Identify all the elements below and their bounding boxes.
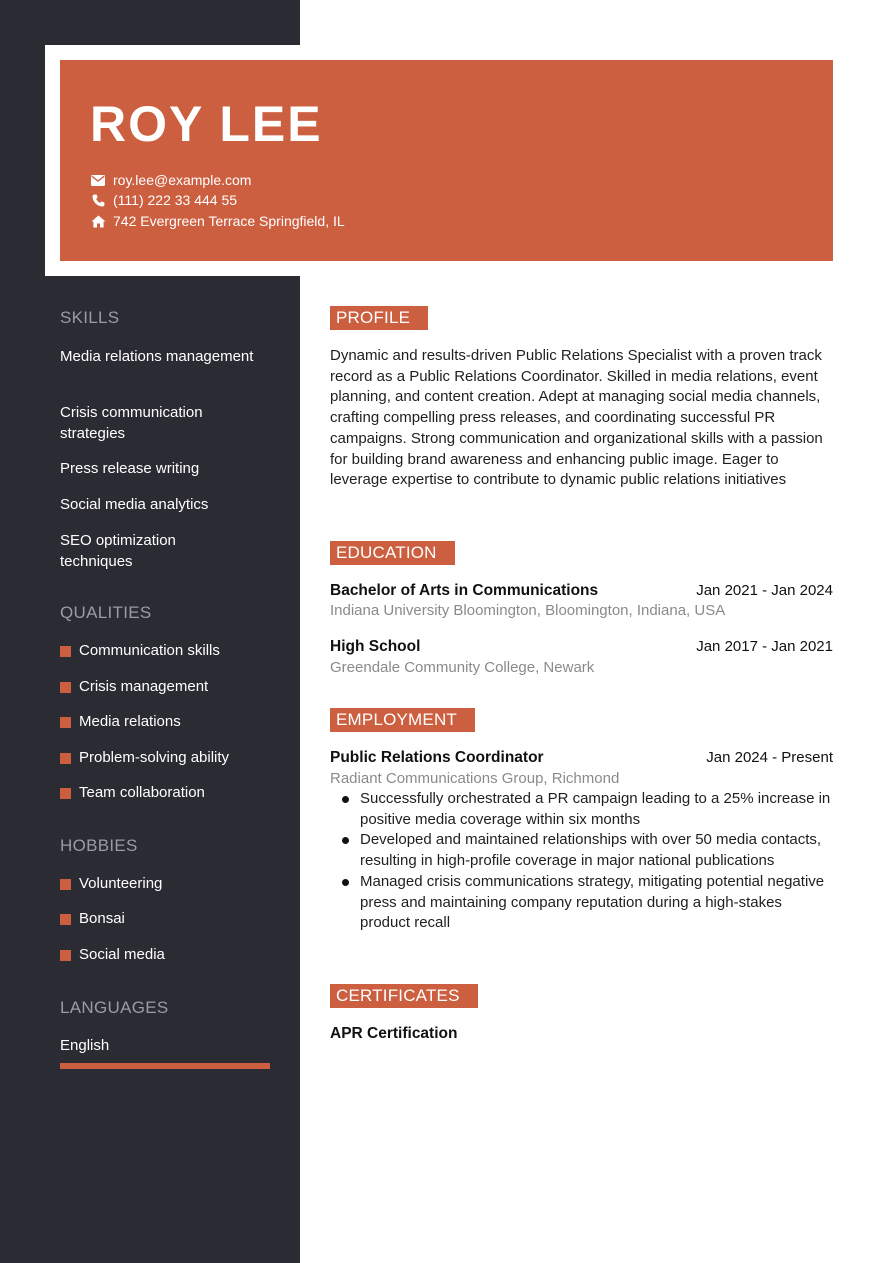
bullet-dot-icon xyxy=(342,837,349,844)
profile-text: Dynamic and results-driven Public Relations Specialist with a proven track record as a Public Relations Coordinator. Skilled in media relations, event planning, and content creation. Adept at managing social media channels, crafting compelling press releases, and coordinating successful PR campaigns. Strong communication and organizational skills with a passion for building brand awareness and enhancing public image. Eager to leverage expertise to contribute to dynamic public relations initiatives xyxy=(330,347,823,489)
skill-item: Press release writing xyxy=(60,460,200,477)
job-role: Public Relations Coordinator xyxy=(330,749,544,766)
certificates-title: CERTIFICATES xyxy=(330,984,478,1008)
education-degree: Bachelor of Arts in Communications xyxy=(330,582,599,599)
certificate-item: APR Certification xyxy=(330,1025,458,1042)
language-name: English xyxy=(60,1037,110,1054)
quality-label: Crisis management xyxy=(79,678,209,695)
education-title: EDUCATION xyxy=(330,541,455,565)
job-bullet xyxy=(330,830,833,871)
skill-item: Crisis communication strategies xyxy=(60,404,203,442)
skill-item: Media relations management xyxy=(60,348,254,365)
skills-title: SKILLS xyxy=(60,308,120,327)
quality-item xyxy=(60,641,220,661)
address-text: 742 Evergreen Terrace Springfield, IL xyxy=(113,213,345,229)
quality-label: Team collaboration xyxy=(79,784,205,801)
job-company: Radiant Communications Group, Richmond xyxy=(330,770,620,787)
square-bullet-icon xyxy=(60,879,71,890)
job-bullet xyxy=(330,872,833,934)
home-icon xyxy=(90,214,106,228)
square-bullet-icon xyxy=(60,717,71,728)
hobby-item xyxy=(60,945,165,965)
languages-title: LANGUAGES xyxy=(60,998,169,1017)
square-bullet-icon xyxy=(60,682,71,693)
job-bullet-text: Managed crisis communications strategy, mitigating potential negative press and maintaining company reputation during a high-stakes product recall xyxy=(360,872,825,932)
email-text: roy.lee@example.com xyxy=(113,172,252,188)
contact-phone xyxy=(90,190,237,210)
job-bullet-text: Successfully orchestrated a PR campaign leading to a 25% increase in positive media coverage within six months xyxy=(360,790,831,828)
quality-label: Problem-solving ability xyxy=(79,749,230,766)
square-bullet-icon xyxy=(60,646,71,657)
job-bullet-text: Developed and maintained relationships with over 50 media contacts, resulting in high-profile coverage in major national publications xyxy=(360,831,822,870)
contact-email xyxy=(90,170,251,190)
education-school: Greendale Community College, Newark xyxy=(330,659,595,676)
job-bullets xyxy=(330,789,833,934)
skill-item: Social media analytics xyxy=(60,496,209,513)
hobby-label: Bonsai xyxy=(79,910,125,927)
square-bullet-icon xyxy=(60,753,71,764)
education-school: Indiana University Bloomington, Bloomington, Indiana, USA xyxy=(330,602,726,619)
profile-title: PROFILE xyxy=(330,306,428,330)
hobby-item xyxy=(60,874,162,894)
hobbies-title: HOBBIES xyxy=(60,836,138,855)
quality-item xyxy=(60,677,208,697)
education-dates: Jan 2017 - Jan 2021 xyxy=(696,638,833,655)
quality-item xyxy=(60,748,229,768)
hobby-label: Volunteering xyxy=(79,875,163,892)
qualities-title: QUALITIES xyxy=(60,603,152,622)
education-degree: High School xyxy=(330,638,421,655)
quality-label: Communication skills xyxy=(79,642,220,659)
hobby-label: Social media xyxy=(79,946,165,963)
language-level-bar xyxy=(60,1063,270,1069)
square-bullet-icon xyxy=(60,788,71,799)
education-dates: Jan 2021 - Jan 2024 xyxy=(696,582,833,599)
envelope-icon xyxy=(90,173,106,187)
header xyxy=(60,60,833,261)
phone-text: (111) 222 33 444 55 xyxy=(113,192,238,208)
bullet-dot-icon xyxy=(342,879,349,886)
job-bullet xyxy=(330,789,833,830)
skill-item: SEO optimization techniques xyxy=(60,532,176,570)
contact-address xyxy=(90,211,345,231)
quality-item xyxy=(60,712,181,732)
square-bullet-icon xyxy=(60,914,71,925)
quality-label: Media relations xyxy=(79,713,181,730)
phone-icon xyxy=(90,193,106,207)
job-dates: Jan 2024 - Present xyxy=(706,749,833,766)
square-bullet-icon xyxy=(60,950,71,961)
employment-title: EMPLOYMENT xyxy=(330,708,475,732)
quality-item xyxy=(60,783,205,803)
hobby-item xyxy=(60,909,125,929)
candidate-name: ROY LEE xyxy=(90,96,323,152)
bullet-dot-icon xyxy=(342,796,349,803)
